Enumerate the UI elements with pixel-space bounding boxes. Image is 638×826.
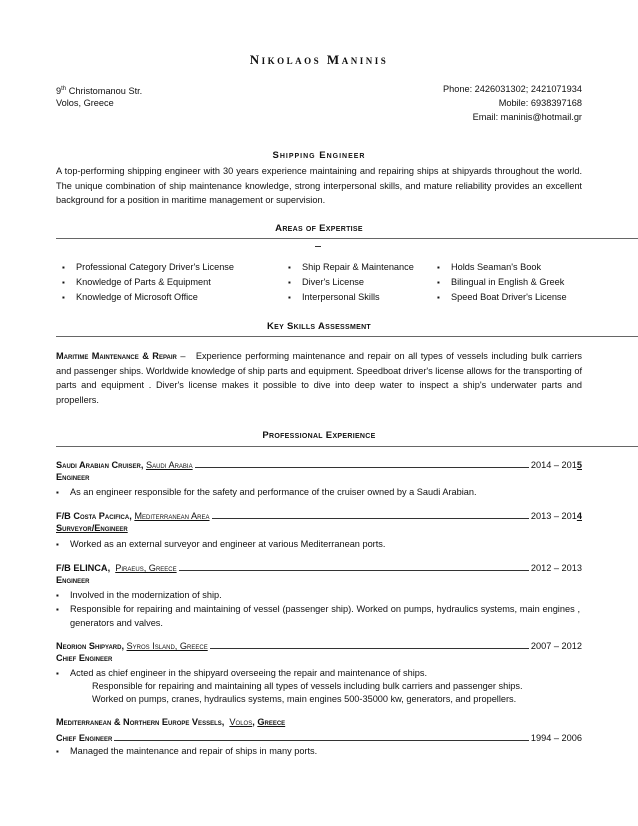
job-line: F/B Costa Pacifica , Mediterranean Area 2013 – 2014 bbox=[56, 511, 582, 521]
job-date: 2012 – 2013 bbox=[530, 563, 582, 573]
job-detail: Worked on pumps, cranes, hydraulics systems, main engines 500-35000 kw, generators, and propellers. bbox=[92, 694, 517, 704]
job-line: F/B ELINCA , Piraeus, Greece 2012 – 2013 bbox=[56, 563, 582, 573]
divider-dash bbox=[315, 246, 321, 247]
expertise-item: ▪ Speed Boat Driver's License bbox=[437, 290, 567, 305]
skills-heading: Key Skills Assessment bbox=[266, 321, 372, 332]
profile-summary: A top-performing shipping engineer with 30 years experience maintaining and repairing ships at shipyards throughout the world. The unique combination of ship maintenance knowledge, strong interpersonal skills, and mature reliability provides an excellent background for a position in maritime management or supervision. bbox=[56, 166, 582, 205]
expertise-col-3 bbox=[437, 260, 567, 305]
expertise-item: ▪ Interpersonal Skills bbox=[288, 290, 414, 305]
expertise-col-2 bbox=[288, 260, 414, 305]
job-role-line bbox=[56, 731, 582, 744]
address-line-1: 9th Christomanou Str. bbox=[56, 86, 143, 97]
expertise-item: ▪ Holds Seaman's Book bbox=[437, 260, 567, 275]
job-role: Chief Engineer bbox=[56, 733, 113, 743]
expertise-item: ▪ Diver's License bbox=[288, 275, 414, 290]
expertise-item: ▪ Ship Repair & Maintenance bbox=[288, 260, 414, 275]
job-date: 1994 – 2006 bbox=[530, 733, 582, 743]
experience-rule bbox=[56, 446, 638, 447]
expertise-item: ▪ Knowledge of Parts & Equipment bbox=[62, 275, 234, 290]
expertise-col-1 bbox=[62, 260, 234, 305]
experience-heading: Professional Experience bbox=[262, 430, 376, 441]
job-line: Mediterranean & Northern Europe Vessels, Volos, Greece bbox=[56, 717, 286, 727]
expertise-item: ▪ Bilingual in English & Greek bbox=[437, 275, 567, 290]
mobile: Mobile: 6938397168 bbox=[498, 98, 582, 108]
expertise-item: ▪ Professional Category Driver's License bbox=[62, 260, 234, 275]
skills-label: Maritime Maintenance & Repair bbox=[56, 351, 177, 361]
expertise-rule bbox=[56, 238, 638, 239]
candidate-name: Nikolaos Maninis bbox=[249, 52, 389, 67]
job-bullet: ▪ Involved in the modernization of ship. bbox=[56, 588, 582, 603]
job-role: Engineer bbox=[56, 575, 90, 585]
job-bullet: ▪ Responsible for repairing and maintaining of vessel (passenger ship). Worked on pumps, hydraulics systems, main engines , generators and valves. bbox=[56, 602, 582, 630]
job-date: 2013 – 2014 bbox=[530, 511, 582, 521]
job-bullet: ▪ Worked as an external surveyor and engineer at various Mediterranean ports. bbox=[56, 537, 582, 552]
address-line-2: Volos, Greece bbox=[56, 98, 114, 108]
job-line: Neorion Shipyard , Syros Island, Greece 2007 – 2012 bbox=[56, 641, 582, 651]
job-bullet: ▪ As an engineer responsible for the safety and performance of the cruiser owned by a Saudi Arabian. bbox=[56, 485, 582, 500]
skills-rule bbox=[56, 336, 638, 337]
job-bullet: ▪ Managed the maintenance and repair of ships in many ports. bbox=[56, 744, 582, 759]
email: Email: maninis@hotmail.gr bbox=[472, 112, 582, 122]
job-role: Chief Engineer bbox=[56, 653, 113, 663]
phone: Phone: 2426031302; 2421071934 bbox=[443, 84, 582, 94]
expertise-heading: Areas of Expertise bbox=[275, 223, 363, 234]
job-role: Surveyor/Engineer bbox=[56, 523, 128, 533]
expertise-item: ▪ Knowledge of Microsoft Office bbox=[62, 290, 234, 305]
job-role: Engineer bbox=[56, 472, 90, 482]
job-line: Saudi Arabian Cruiser , Saudi Arabia 2014 – 2015 bbox=[56, 460, 582, 470]
job-detail: Responsible for repairing and maintaining all types of vessels including bulk carriers and passenger ships. bbox=[92, 681, 523, 691]
job-date: 2014 – 2015 bbox=[530, 460, 582, 470]
skills-paragraph: Maritime Maintenance & Repair – Experience performing maintenance and repair on all types of vessels including bulk carriers and passenger ships. Worldwide knowledge of ship parts and equipment. Speedboat driver's license allows for the transporting of parts and equipment . Diver's license makes it possible to dive into deep water to inspect a ship's underwater parts and propellers. bbox=[56, 351, 582, 405]
job-date: 2007 – 2012 bbox=[530, 641, 582, 651]
job-bullet: ▪ Acted as chief engineer in the shipyard overseeing the repair and maintenance of ships. bbox=[56, 666, 582, 681]
profile-title: Shipping Engineer bbox=[272, 150, 366, 161]
